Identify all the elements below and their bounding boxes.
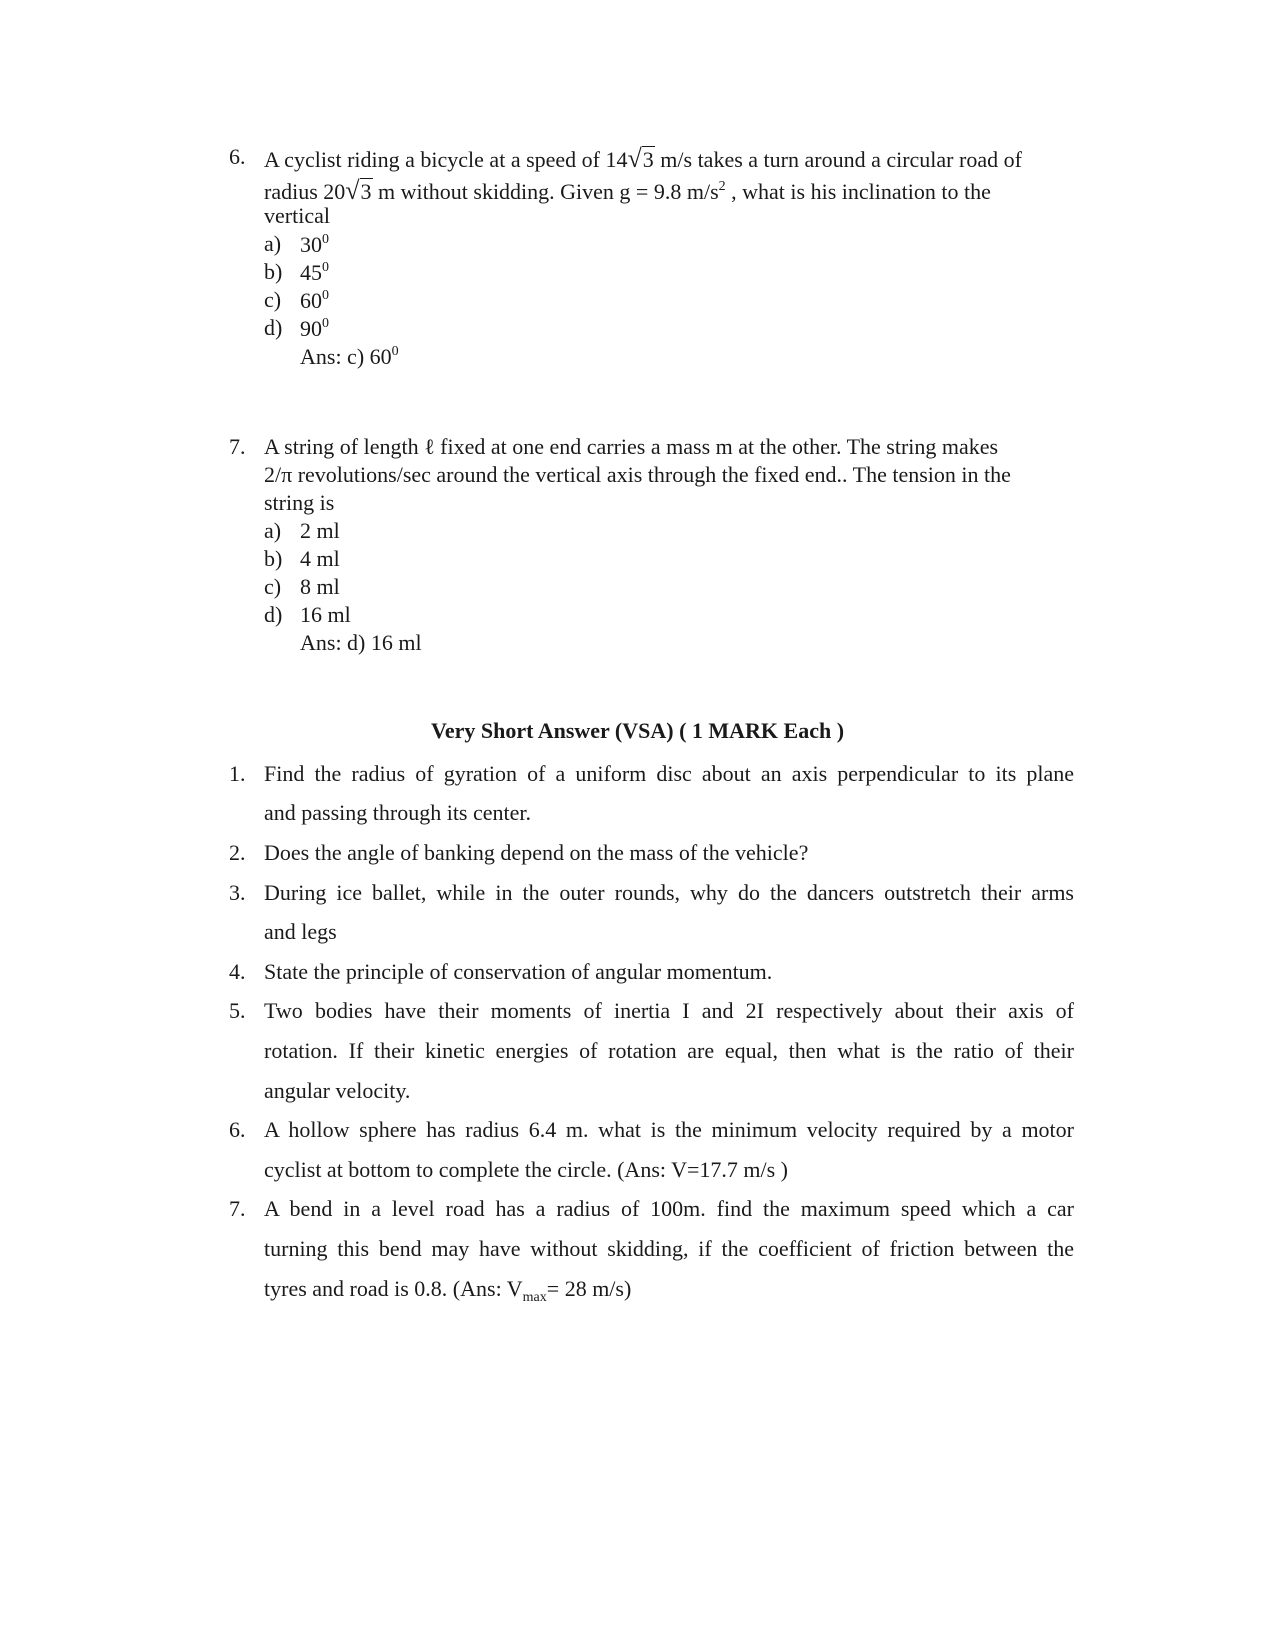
vsa-text-line: State the principle of conservation of angular momentum.: [264, 959, 773, 984]
text-run: = 28 m/s): [546, 1276, 632, 1301]
vsa-text-line: and legs: [264, 919, 337, 944]
vsa-number: 1.: [229, 761, 246, 786]
superscript: 0: [391, 344, 399, 359]
question-text-line: 2/π revolutions/sec around the vertical axis through the fixed end.. The tension in the: [264, 462, 1011, 487]
vsa-number: 2.: [229, 840, 246, 865]
superscript: 2: [718, 179, 726, 194]
vsa-number: 3.: [229, 880, 246, 905]
question-number: 7.: [229, 434, 246, 459]
vsa-number: 5.: [229, 998, 246, 1023]
text-run: 90: [300, 316, 322, 341]
superscript: 0: [322, 232, 329, 247]
option-label: c): [264, 574, 282, 599]
superscript: 0: [322, 316, 329, 331]
section-heading: Very Short Answer (VSA) ( 1 MARK Each ): [430, 718, 845, 743]
text-run: 60: [300, 288, 322, 313]
vsa-text-line: rotation. If their kinetic energies of rotation are equal, then what is the ratio of their: [264, 1038, 1074, 1063]
option-label: b): [264, 546, 283, 571]
option-text: [300, 317, 329, 340]
answer-text: Ans: d) 16 ml: [300, 630, 422, 655]
radicand: 3: [360, 179, 372, 204]
question-text-line: [264, 178, 991, 204]
option-label: a): [264, 518, 282, 543]
vsa-text-line: Two bodies have their moments of inertia I and 2I respectively about their axis of: [264, 998, 1074, 1023]
option-label: c): [264, 287, 282, 312]
question-text-line: [264, 146, 1022, 172]
option-text: 2 ml: [300, 518, 340, 543]
option-label: b): [264, 259, 283, 284]
superscript: 0: [322, 288, 329, 303]
vsa-text-line: turning this bend may have without skidding, if the coefficient of friction between the: [264, 1236, 1074, 1261]
vsa-number: 6.: [229, 1117, 246, 1142]
question-number: 6.: [229, 144, 246, 169]
text-run: tyres and road is 0.8. (Ans: V: [264, 1276, 523, 1301]
option-label: d): [264, 602, 283, 627]
question-text-line: A string of length ℓ fixed at one end carries a mass m at the other. The string makes: [264, 434, 999, 459]
vsa-text-line: angular velocity.: [264, 1078, 411, 1103]
option-text: [300, 289, 329, 312]
question-text-line: vertical: [264, 203, 330, 228]
vsa-text-line: cyclist at bottom to complete the circle. (Ans: V=17.7 m/s ): [264, 1157, 789, 1182]
text-run: radius 20: [264, 179, 346, 204]
vsa-text-line: A bend in a level road has a radius of 100m. find the maximum speed which a car: [264, 1196, 1074, 1221]
vsa-text-line: [264, 1278, 631, 1305]
text-run: m without skidding. Given g = 9.8 m/s: [372, 179, 719, 204]
vsa-text-line: Does the angle of banking depend on the mass of the vehicle?: [264, 840, 809, 865]
vsa-number: 4.: [229, 959, 246, 984]
text-run: A cyclist riding a bicycle at a speed of 14: [264, 147, 628, 172]
text-run: m/s takes a turn around a circular road of: [654, 147, 1022, 172]
vsa-text-line: During ice ballet, while in the outer rounds, why do the dancers outstretch their arms: [264, 880, 1074, 905]
square-root: √3: [345, 176, 372, 205]
text-run: Ans: c) 60: [300, 344, 392, 369]
text-run: , what is his inclination to the: [725, 179, 991, 204]
square-root: √3: [627, 144, 654, 173]
option-text: 8 ml: [300, 574, 340, 599]
subscript: max: [522, 1290, 547, 1305]
option-text: 16 ml: [300, 602, 351, 627]
vsa-text-line: and passing through its center.: [264, 800, 532, 825]
vsa-text-line: Find the radius of gyration of a uniform disc about an axis perpendicular to its plane: [264, 761, 1074, 786]
option-label: d): [264, 315, 283, 340]
vsa-text-line: A hollow sphere has radius 6.4 m. what is the minimum velocity required by a motor: [264, 1117, 1074, 1142]
option-text: [300, 233, 329, 256]
option-text: 4 ml: [300, 546, 340, 571]
answer-text: [300, 345, 399, 368]
text-run: 30: [300, 232, 322, 257]
option-text: [300, 261, 329, 284]
vsa-number: 7.: [229, 1196, 246, 1221]
option-label: a): [264, 231, 282, 256]
question-text-line: string is: [264, 490, 335, 515]
text-run: 45: [300, 260, 322, 285]
radicand: 3: [642, 147, 654, 172]
superscript: 0: [322, 260, 329, 275]
